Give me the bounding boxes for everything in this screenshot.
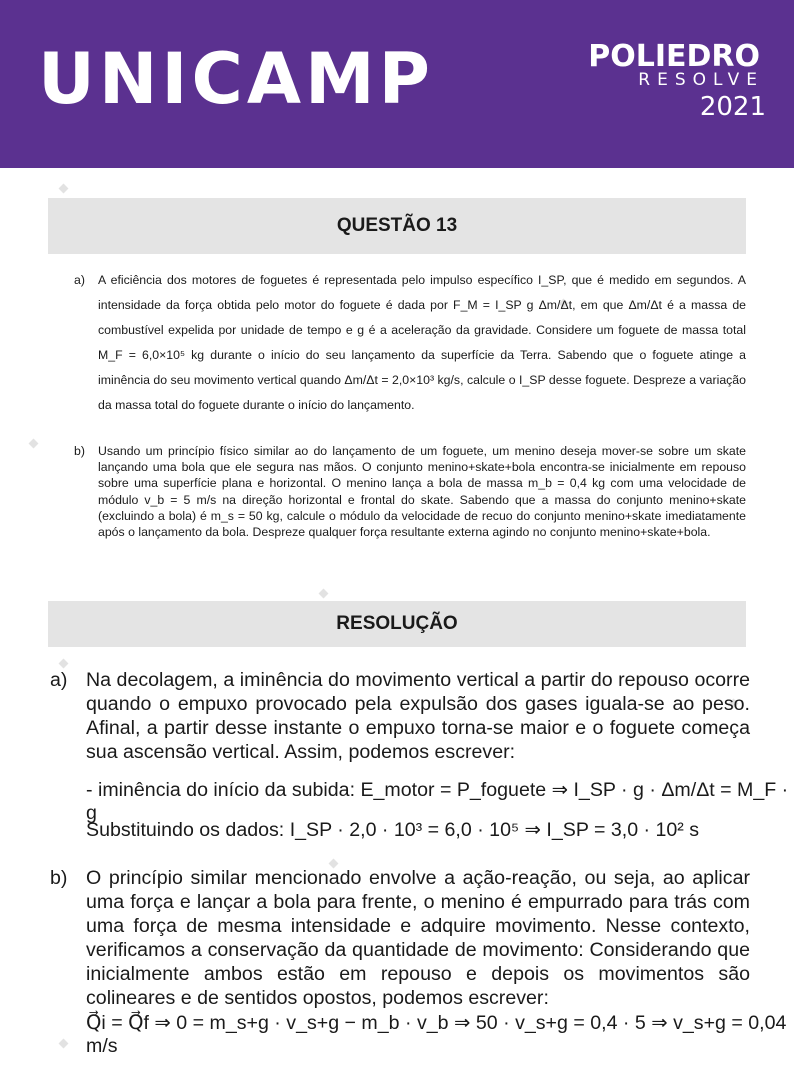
resolution-equation-2: Substituindo os dados: I_SP · 2,0 · 10³ = 6,0 · 10⁵ ⇒ I_SP = 3,0 · 10² s xyxy=(86,819,700,841)
resolution-a-text: Na decolagem, a iminência do movimento vertical a partir do repouso ocorre quando o empuxo provocado pela expulsão dos gases iguala-se ao peso. Afinal, a partir desse instante o empuxo torna-se maior e o foguete começa sua ascensão vertical. Assim, podemos escrever: xyxy=(86,669,750,763)
question-part-a xyxy=(74,268,746,418)
question-a-text: A eficiência dos motores de foguetes é representada pelo impulso específico I_SP, que é medido em segundos. A intensidade da força obtida pelo motor do foguete é dada por F_M = I_SP g Δm/Δt, em que Δm/Δt é a massa de combustível expelida por unidade de tempo e g é a aceleração da gravidade. Considere um foguete de massa total M_F = 6,0×10⁵ kg durante o início do seu lançamento da superfície da Terra. Sabendo que o foguete atinge a iminência do seu movimento vertical quando Δm/Δt = 2,0×10³ kg/s, calcule o I_SP desse foguete. Despreze a variação da massa total do foguete durante o início do lançamento. xyxy=(98,273,746,412)
question-b-label: b) xyxy=(74,444,85,458)
question-a-label: a) xyxy=(74,273,85,287)
watermark-dot xyxy=(59,659,69,669)
watermark-dot xyxy=(59,184,69,194)
watermark-dot xyxy=(29,439,39,449)
resolution-part-a xyxy=(50,668,750,764)
resolution-a-label: a) xyxy=(50,669,68,691)
question-b-text: Usando um princípio físico similar ao do lançamento de um foguete, um menino deseja mover-se sobre um skate lançando uma bola que ele segura nas mãos. O conjunto menino+skate+bola encontra-se inicialmente em repouso sobre uma superfície plana e horizontal. O menino lança a bola de massa m_b = 0,4 kg com uma velocidade de módulo v_b = 5 m/s na direção horizontal e frontal do skate. Sabendo que a massa do conjunto menino+skate (excluindo a bola) é m_s = 50 kg, calcule o módulo da velocidade de recuo do conjunto menino+skate imediatamente após o lançamento da bola. Despreze qualquer força resultante externa agindo no conjunto menino+skate+bola. xyxy=(98,444,746,540)
watermark-dot xyxy=(59,1039,69,1049)
resolution-part-b xyxy=(50,866,750,1010)
resolution-title-bar: RESOLUÇÃO xyxy=(48,601,746,647)
year-label: 2021 xyxy=(699,92,766,122)
resolution-equation-3: Q⃗i = Q⃗f ⇒ 0 = m_s+g · v_s+g − m_b · v_b ⇒ 50 · v_s+g = 0,4 · 5 ⇒ v_s+g = 0,04 m/s xyxy=(86,1012,787,1057)
resolution-b-text: O princípio similar mencionado envolve a ação-reação, ou seja, ao aplicar uma força e lançar a bola para frente, o menino é empurrado para trás com uma força de mesma intensidade e adquire movimento. Nesse contexto, verificamos a conservação da quantidade de movimento: Considerando que inicialmente ambos estão em repouso e depois os movimentos são colineares e de sentidos opostos, podemos escrever: xyxy=(86,867,750,1009)
resolution-equation-1: - iminência do início da subida: E_motor = P_foguete ⇒ I_SP · g · Δm/Δt = M_F · g xyxy=(86,779,789,824)
resolve-logo-text: RESOLVE xyxy=(638,70,764,90)
header-banner xyxy=(0,0,794,168)
question-part-b xyxy=(74,443,746,540)
poliedro-logo: POLIEDRO xyxy=(588,39,760,74)
unicamp-title: UNICAMP xyxy=(38,38,434,120)
resolution-b-label: b) xyxy=(50,867,68,889)
watermark-dot xyxy=(319,589,329,599)
question-title-bar: QUESTÃO 13 xyxy=(48,198,746,254)
